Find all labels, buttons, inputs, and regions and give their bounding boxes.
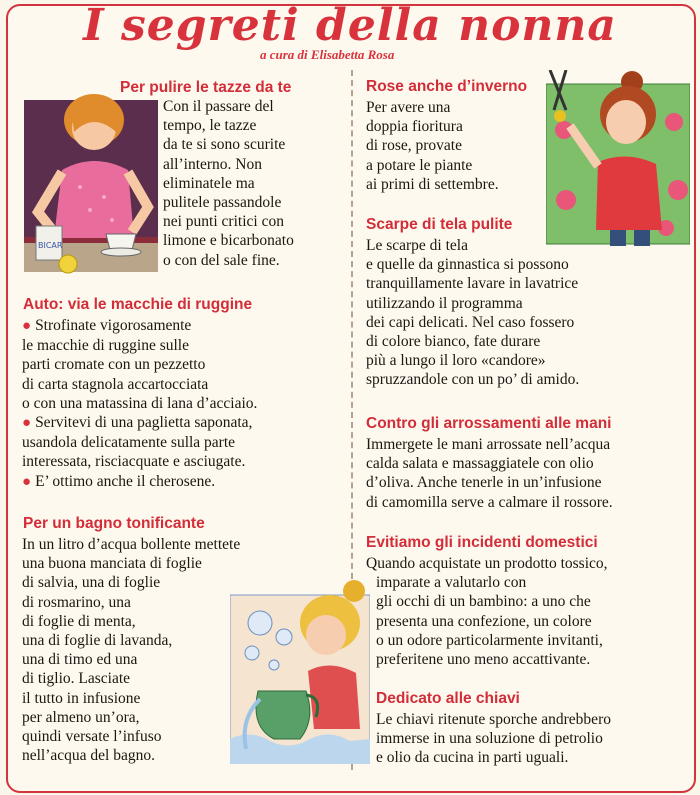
text-line: di salvia, una di foglie [22, 574, 161, 592]
text-line: nei punti critici con [163, 213, 284, 231]
text-line: pulitele passandole [163, 194, 282, 212]
text-line: più a lungo il loro «candore» [366, 352, 546, 370]
text-line: doppia fioritura [366, 118, 463, 136]
text-line: all’interno. Non [163, 155, 263, 173]
section-title-rose: Rose anche d’inverno [366, 78, 528, 95]
text-line: utilizzando il programma [366, 294, 523, 312]
text-line: una di foglie di lavanda, [22, 632, 173, 650]
text-line: preferitene uno meno accattivante. [376, 651, 591, 669]
bullet-icon: ● [22, 415, 32, 432]
text-line: il tutto in infusione [22, 689, 141, 707]
text-line: Le chiavi ritenute sporche andrebbero [376, 711, 611, 728]
text-line: parti cromate con un pezzetto [22, 356, 206, 374]
text-line: nell’acqua del bagno. [22, 747, 155, 765]
text-line: limone e bicarbonato [163, 232, 294, 250]
text-line: e olio da cucina in parti uguali. [376, 749, 569, 767]
woman-cup-illustration [24, 92, 158, 278]
text-line: ai primi di settembre. [366, 175, 499, 193]
text-line: presenta una confezione, un colore [376, 612, 592, 630]
text-line: di rose, provate [366, 137, 462, 155]
text-line: di tiglio. Lasciate [22, 670, 131, 688]
text-line: quindi versate l’infuso [22, 728, 162, 746]
text-line: usandola delicatamente sulla parte [22, 434, 236, 452]
text-line: Per avere una [366, 99, 451, 116]
section-title-mani: Contro gli arrossamenti alle mani [366, 415, 612, 432]
text-line: una buona manciata di foglie [22, 555, 202, 573]
text-line: calda salata e massaggiatele con olio [366, 455, 594, 473]
section-title-ruggine: Auto: via le macchie di ruggine [23, 296, 253, 313]
text-line: di rosmarino, una [22, 593, 131, 611]
byline: a cura di Elisabetta Rosa [260, 47, 395, 62]
gardener-roses-illustration [546, 70, 690, 246]
section-body-tazze [163, 97, 294, 270]
section-body-mani [366, 435, 613, 512]
section-body-ruggine [22, 316, 257, 492]
text-line: le macchie di ruggine sulle [22, 337, 189, 355]
text-line: Le scarpe di tela [366, 237, 468, 254]
section-title-tazze: Per pulire le tazze da te [120, 79, 292, 96]
text-line: tranquillamente lavare in lavatrice [366, 275, 579, 293]
text-line: e quelle da ginnastica si possono [366, 256, 569, 274]
section-body-chiavi [376, 710, 611, 768]
text-line: dei capi delicati. Nel caso fossero [366, 313, 575, 331]
text-line: a potare le piante [366, 156, 473, 174]
bullet-icon: ● [22, 473, 32, 490]
text-line: Servitevi di una paglietta saponata, [35, 414, 253, 432]
text-line: di camomilla serve a calmare il rossore. [366, 493, 613, 511]
text-line: Quando acquistate un prodotto tossico, [366, 555, 608, 572]
bath-woman-illustration [230, 579, 370, 764]
section-title-incidenti: Evitiamo gli incidenti domestici [366, 534, 598, 551]
text-line: una di timo ed una [22, 651, 138, 669]
text-line: o un odore particolarmente invitanti, [376, 631, 603, 649]
text-line: di colore bianco, fate durare [366, 333, 541, 351]
text-line: tempo, le tazze [163, 117, 257, 135]
text-line: Immergete le mani arrossate nell’acqua [366, 436, 611, 453]
text-line: o con una matassina di lana d’acciaio. [22, 394, 258, 412]
section-title-chiavi: Dedicato alle chiavi [376, 690, 520, 707]
section-body-incidenti [366, 554, 608, 669]
text-line: di foglie di menta, [22, 612, 136, 630]
text-line: Con il passare del [163, 98, 274, 115]
text-line: interessata, risciacquate e asciugate. [22, 453, 246, 471]
text-line: di carta stagnola accartocciata [22, 375, 209, 393]
text-line: Strofinate vigorosamente [35, 317, 192, 334]
section-title-bagno: Per un bagno tonificante [23, 515, 205, 532]
bullet-icon: ● [22, 318, 32, 334]
text-line: o con del sale fine. [163, 251, 280, 269]
text-line: immerse in una soluzione di petrolio [376, 730, 603, 748]
section-body-bagno [22, 535, 240, 765]
text-line: In un litro d’acqua bollente mettete [22, 536, 241, 553]
text-line: d’oliva. Anche tenerle in un’infusione [366, 474, 602, 492]
text-line: da te si sono scurite [163, 136, 286, 154]
text-line: E’ ottimo anche il cherosene. [35, 472, 216, 490]
text-line: gli occhi di un bambino: a uno che [376, 593, 591, 611]
text-line: eliminatele ma [163, 174, 255, 192]
text-line: spruzzandole con un po’ di amido. [366, 371, 580, 389]
section-body-scarpe [366, 236, 579, 390]
text-line: imparate a valutarlo con [376, 574, 527, 592]
text-line: per almeno un’ora, [22, 708, 140, 726]
jar-label: BICAR [38, 241, 63, 250]
section-body-rose [366, 98, 499, 194]
section-title-scarpe: Scarpe di tela pulite [366, 216, 513, 233]
page-title: I segreti della nonna [83, 0, 617, 51]
